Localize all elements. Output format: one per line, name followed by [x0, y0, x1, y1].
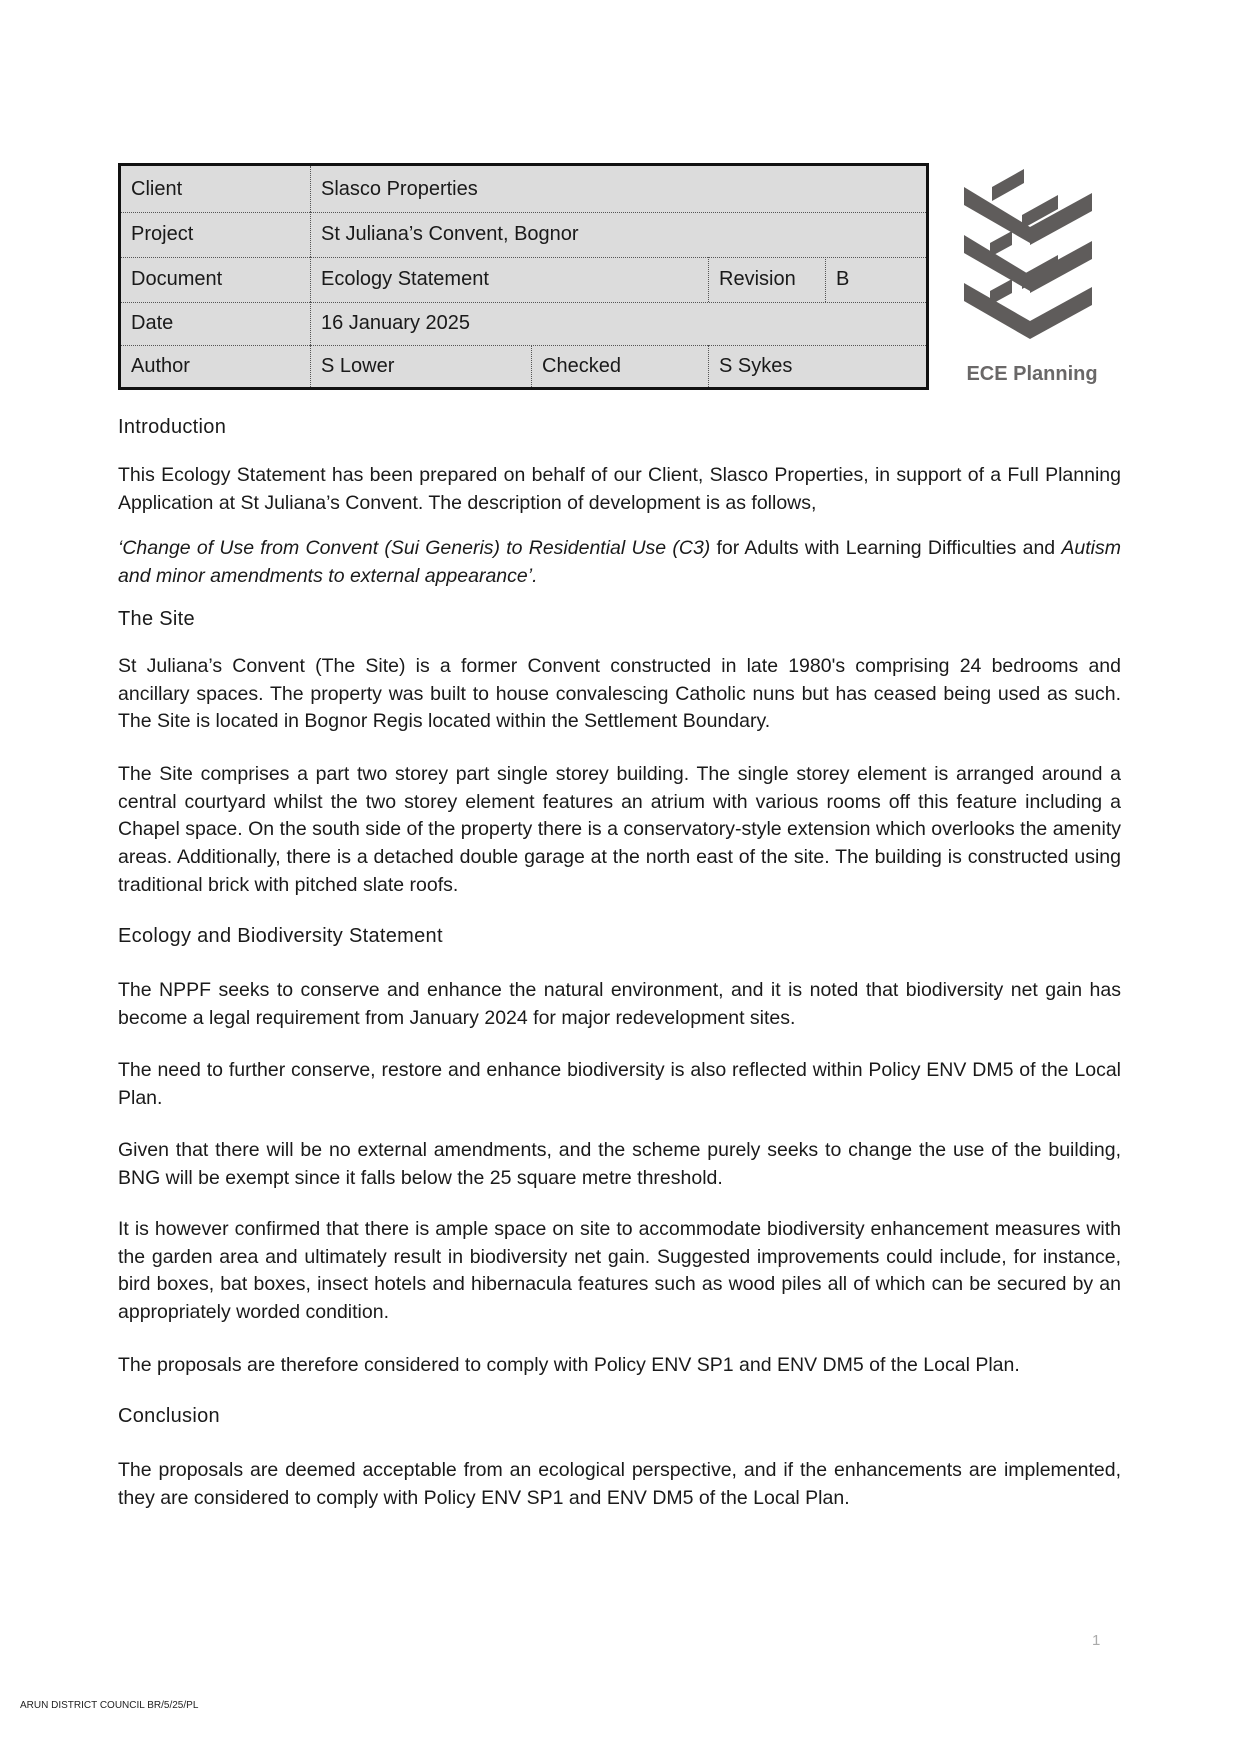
heading-introduction: Introduction — [118, 416, 227, 438]
ecology-paragraph-5: The proposals are therefore considered to comply with Policy ENV SP1 and ENV DM5 of the Local Plan. — [118, 1354, 1020, 1376]
client-label: Client — [131, 177, 183, 200]
table-row-date — [121, 302, 926, 346]
page-number: 1 — [1092, 1632, 1101, 1649]
heading-conclusion: Conclusion — [118, 1405, 220, 1427]
ecology-paragraph-3: Given that there will be no external amendments, and the scheme purely seeks to change the use of the building, BNG will be exempt since it falls below the 25 square metre threshold. — [118, 1139, 1121, 1189]
date-label: Date — [131, 312, 174, 334]
heading-the-site: The Site — [118, 608, 195, 630]
ece-logo-icon — [962, 165, 1102, 355]
project-label: Project — [131, 223, 194, 245]
client-value: Slasco Properties — [310, 166, 926, 212]
ecology-paragraph-1: The NPPF seeks to conserve and enhance the natural environment, and it is noted that biodiversity net gain has become a legal requirement from January 2024 for major redevelopment sites. — [118, 979, 1121, 1029]
ecology-paragraph-4: It is however confirmed that there is ample space on site to accommodate biodiversity enhancement measures with the garden area and ultimately result in biodiversity net gain. Suggested improvements could include, for instance, bird boxes, bat boxes, insect hotels and hibernacula features such as wood piles all of which can be secured by an appropriately worded condition. — [118, 1218, 1121, 1324]
table-row-document — [121, 257, 926, 303]
intro-paragraph: This Ecology Statement has been prepared on behalf of our Client, Slasco Properties, in support of a Full Planning Application at St Juliana’s Convent. The description of development is as follows, — [118, 464, 1121, 514]
checked-value: S Sykes — [708, 345, 926, 387]
council-reference-footer: ARUN DISTRICT COUNCIL BR/5/25/PL — [20, 1700, 199, 1711]
table-row-client — [121, 166, 926, 213]
ece-planning-logo — [962, 165, 1102, 390]
quote-part-2: for Adults with Learning Difficulties and — [710, 537, 1062, 559]
site-paragraph-2: The Site comprises a part two storey part single storey building. The single storey element is arranged around a central courtyard whilst the two storey element features an atrium with various rooms off this feature including a Chapel space. On the south side of the property there is a conservatory-style extension which overlooks the amenity areas. Additionally, there is a detached double garage at the north east of the site. The building is constructed using traditional brick with pitched slate roofs. — [118, 763, 1121, 896]
heading-ecology: Ecology and Biodiversity Statement — [118, 925, 443, 947]
site-paragraph-1: St Juliana’s Convent (The Site) is a former Convent constructed in late 1980's comprising 24 bedrooms and ancillary spaces. The property was built to house convalescing Catholic nuns but has ceased being used as such. The Site is located in Bognor Regis located within the Settlement Boundary. — [118, 655, 1121, 733]
document-info-table — [118, 163, 929, 390]
ecology-paragraph-2: The need to further conserve, restore and enhance biodiversity is also reflected within Policy ENV DM5 of the Local Plan. — [118, 1059, 1121, 1109]
author-value: S Lower — [310, 345, 531, 387]
document-value: Ecology Statement — [310, 257, 708, 302]
table-row-author — [121, 345, 926, 387]
quote-part-1: ‘Change of Use from Convent (Sui Generis) to Residential Use (C3) — [118, 537, 711, 559]
logo-wordmark: ECE Planning — [966, 363, 1098, 385]
development-description — [118, 535, 1121, 590]
table-row-project — [121, 212, 926, 258]
checked-label: Checked — [531, 345, 708, 387]
revision-label: Revision — [708, 257, 825, 302]
conclusion-paragraph: The proposals are deemed acceptable from an ecological perspective, and if the enhancements are implemented, they are considered to comply with Policy ENV SP1 and ENV DM5 of the Local Plan. — [118, 1459, 1121, 1509]
project-value: St Juliana’s Convent, Bognor — [310, 212, 926, 257]
date-value: 16 January 2025 — [310, 302, 926, 345]
author-label: Author — [131, 354, 190, 377]
quote-part-3: Autism and minor amendments to external appearance’. — [118, 537, 1121, 587]
revision-value: B — [825, 257, 926, 302]
document-label: Document — [131, 268, 223, 290]
